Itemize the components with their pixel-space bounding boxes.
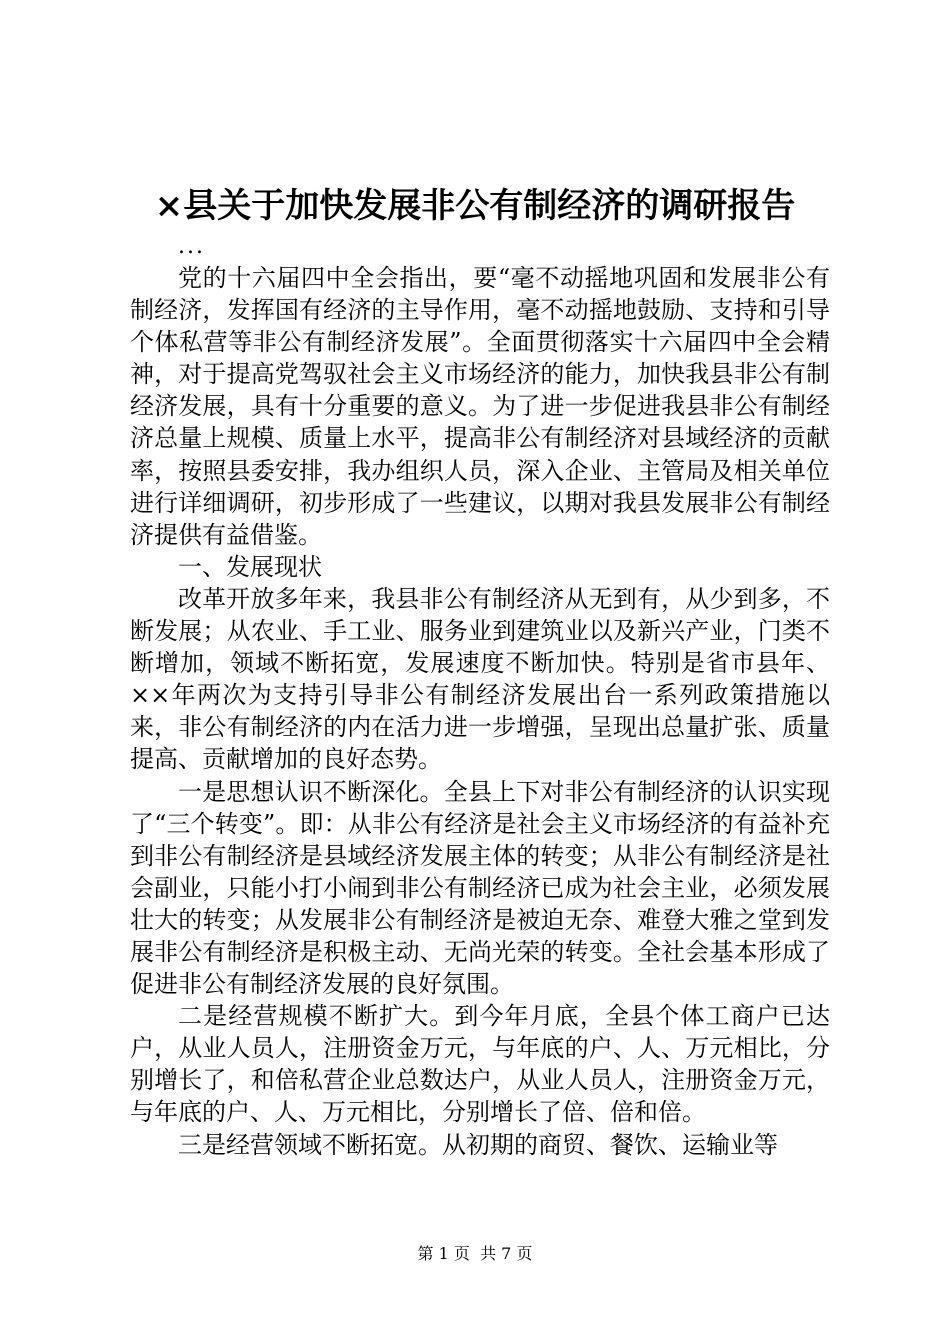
- paragraph-intro: 党的十六届四中全会指出，要“毫不动摇地巩固和发展非公有制经济，发挥国有经济的主导作用，毫不动摇地鼓励、支持和引导个体私营等非公有制经济发展”。全面贯彻落实十六届四中全会精神，对于提高党驾驭社会主义市场经济的能力，加快我县非公有制经济发展，具有十分重要的意义。为了进一步促进我县非公有制经济总量上规模、质量上水平，提高非公有制经济对县域经济的贡献率，按照县委安排，我办组织人员，深入企业、主管局及相关单位进行详细调研，初步形成了一些建议，以期对我县发展非公有制经济提供有益借鉴。: [130, 264, 830, 549]
- section-heading: 一、发展现状: [178, 552, 322, 581]
- page-footer: 第 1 页 共 7 页: [417, 1244, 533, 1263]
- paragraph-point-one: 一是思想认识不断深化。全县上下对非公有制经济的认识实现了“三个转变”。即：从非公有经济是社会主义市场经济的有益补充到非公有制经济是县域经济发展主体的转变；从非公有制经济是社会副业，只能小打小闹到非公有制经济已成为社会主业，必须发展壮大的转变；从发展非公有制经济是被迫无奈、难登大雅之堂到发展非公有制经济是积极主动、无尚光荣的转变。全社会基本形成了促进非公有制经济发展的良好氛围。: [130, 777, 830, 999]
- paragraph-overview: 改革开放多年来，我县非公有制经济从无到有，从少到多，不断发展；从农业、手工业、服务业到建筑业以及新兴产业，门类不断增加，领域不断拓宽，发展速度不断加快。特别是省市县年、××年两次为支持引导非公有制经济发展出台一系列政策措施以来，非公有制经济的内在活力进一步增强，呈现出总量扩张、质量提高、贡献增加的良好态势。: [130, 584, 830, 774]
- document-body: [130, 262, 830, 1161]
- paragraph-point-three: 三是经营领域不断拓宽。从初期的商贸、餐饮、运输业等: [178, 1130, 778, 1159]
- paragraph-point-two: 二是经营规模不断扩大。到今年月底，全县个体工商户已达户，从业人员人，注册资金万元，与年底的户、人、万元相比，分别增长了，和倍私营企业总数达户，从业人员人，注册资金万元，与年底的户、人、万元相比，分别增长了倍、倍和倍。: [130, 1002, 830, 1127]
- ellipsis-mark: ...: [178, 234, 205, 259]
- document-title: ×县关于加快发展非公有制经济的调研报告: [154, 186, 796, 226]
